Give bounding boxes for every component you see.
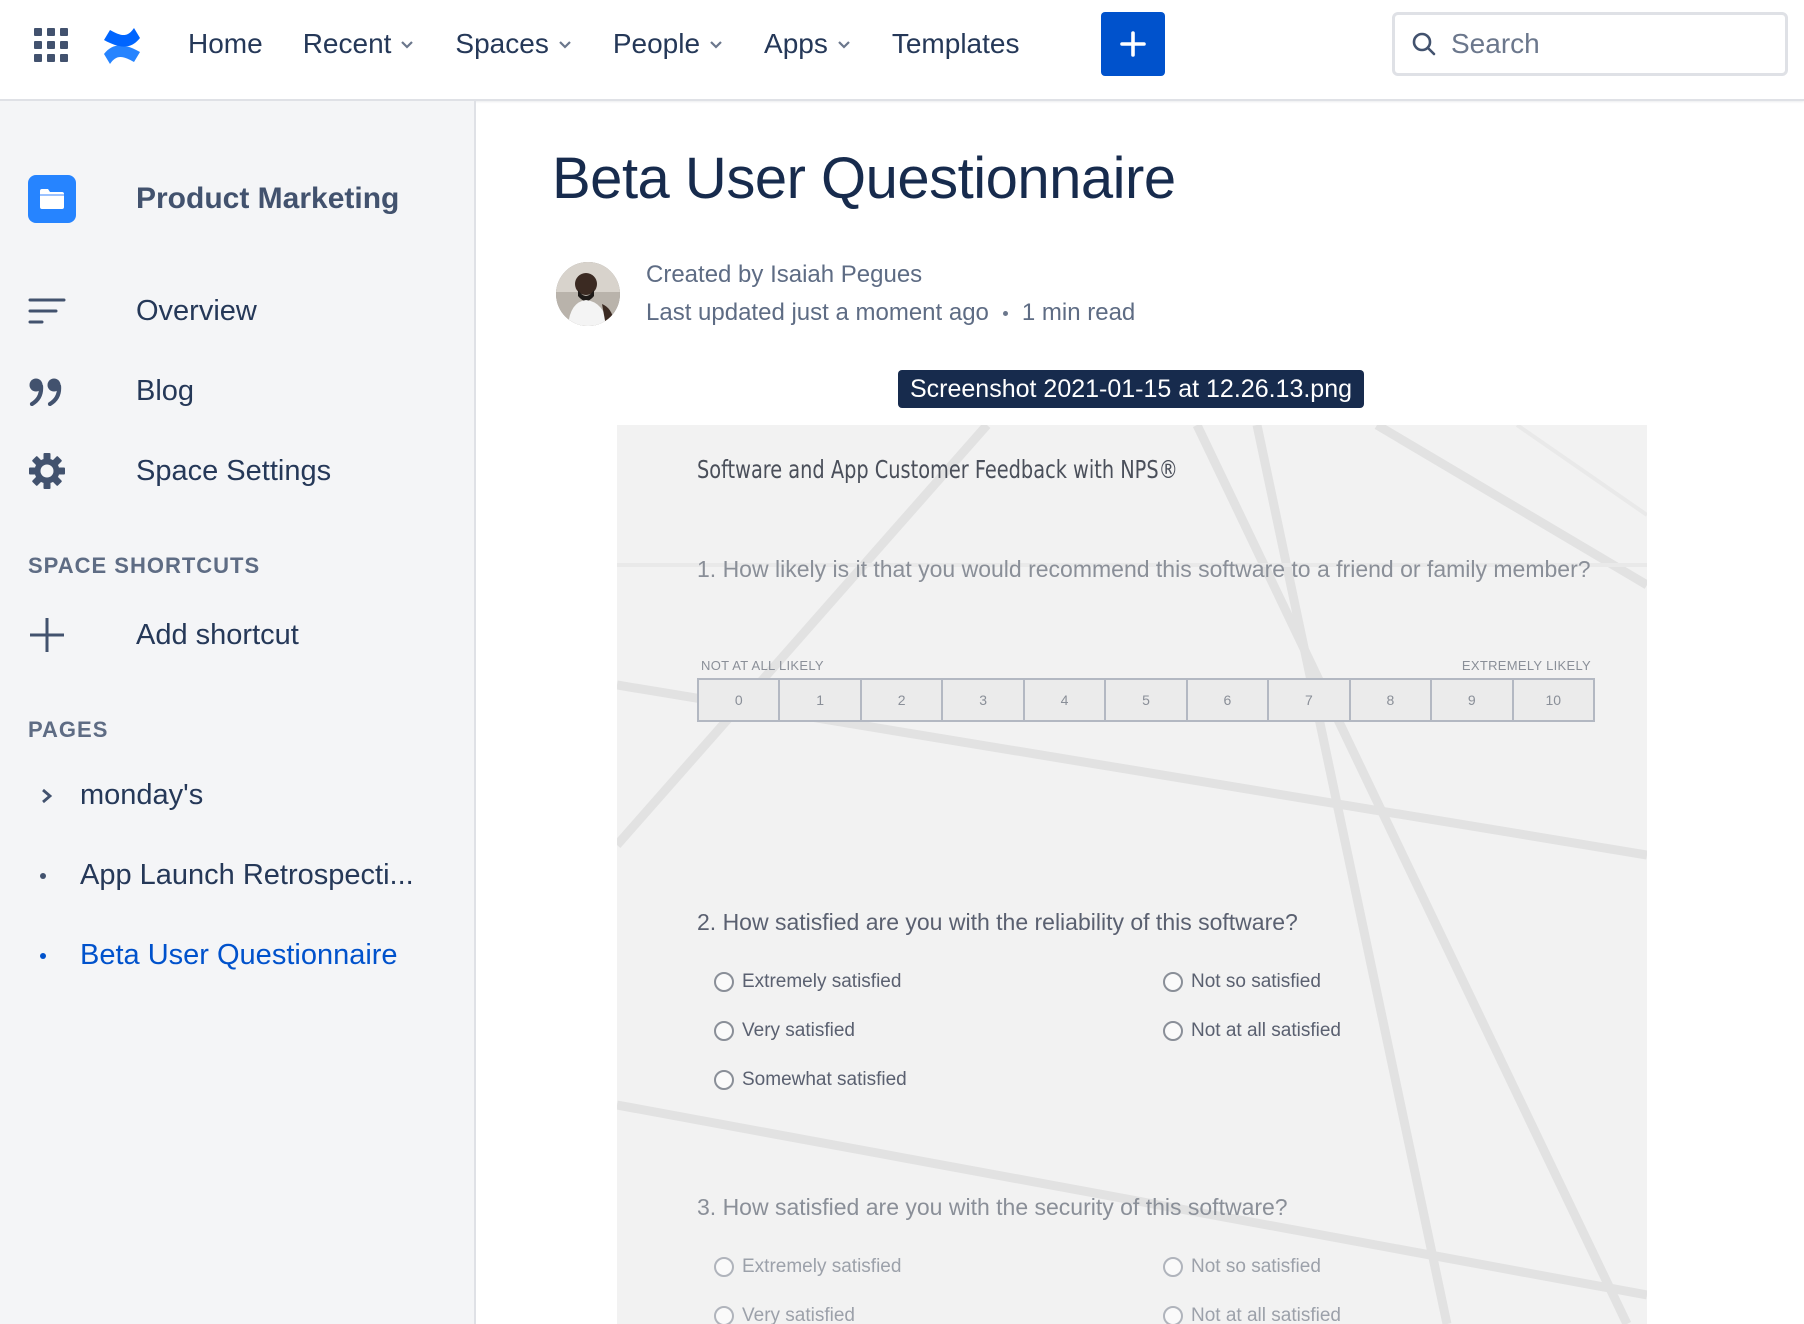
page-item-app-launch-retrospective[interactable] [28, 859, 414, 892]
q3-option[interactable]: Not so satisfied [1163, 1256, 1321, 1278]
add-shortcut-button[interactable] [28, 615, 299, 655]
nps-option[interactable]: 0 [699, 680, 780, 720]
q3-option[interactable]: Extremely satisfied [714, 1256, 901, 1278]
created-by: Created by Isaiah Pegues [646, 261, 923, 288]
create-button[interactable] [1101, 12, 1165, 76]
question-3: 3. How satisfied are you with the security of this software? [697, 1194, 1288, 1220]
search-input[interactable] [1451, 28, 1751, 60]
nav-people[interactable] [613, 28, 724, 60]
nps-option[interactable]: 6 [1188, 680, 1269, 720]
question-2: 2. How satisfied are you with the reliability of this software? [697, 909, 1298, 935]
nps-option[interactable]: 9 [1432, 680, 1513, 720]
scale-high-label: EXTREMELY LIKELY [1461, 658, 1591, 673]
sidebar-item-label: Space Settings [136, 454, 332, 487]
sidebar-item-overview[interactable] [28, 291, 257, 331]
top-navigation [0, 0, 1804, 101]
nps-scale [697, 678, 1595, 722]
nps-option[interactable]: 5 [1106, 680, 1187, 720]
chevron-down-icon [399, 36, 415, 52]
embedded-screenshot[interactable] [617, 425, 1647, 1324]
space-name: Product Marketing [136, 182, 400, 215]
q2-option[interactable]: Extremely satisfied [714, 971, 901, 993]
nav-spaces-label: Spaces [455, 28, 549, 59]
chevron-down-icon [708, 36, 724, 52]
nav-apps-label: Apps [764, 28, 828, 59]
confluence-logo-icon[interactable] [100, 24, 144, 68]
radio-button[interactable] [714, 1306, 734, 1324]
gear-icon [28, 452, 66, 490]
plus-icon [28, 616, 66, 654]
q3-option[interactable]: Not at all satisfied [1163, 1305, 1341, 1324]
nav-recent-label: Recent [302, 28, 392, 59]
read-time: 1 min read [1021, 299, 1136, 326]
q2-option[interactable]: Not so satisfied [1163, 971, 1321, 993]
page-content [478, 101, 1804, 1324]
q3-option[interactable]: Very satisfied [714, 1305, 855, 1324]
sidebar-item-label: Overview [136, 294, 257, 327]
author-avatar[interactable] [556, 262, 620, 326]
space-shortcuts-heading: SPACE SHORTCUTS [28, 553, 261, 578]
sidebar-item-label: Blog [136, 374, 195, 407]
nav-home-label: Home [188, 28, 263, 59]
author-photo [556, 262, 620, 326]
scale-low-label: NOT AT ALL LIKELY [701, 658, 824, 673]
nps-option[interactable]: 4 [1025, 680, 1106, 720]
page-item-label: monday's [80, 779, 204, 811]
nav-home[interactable] [188, 28, 263, 60]
chevron-down-icon [836, 36, 852, 52]
search-box[interactable] [1392, 12, 1788, 76]
nav-templates[interactable] [892, 28, 1020, 60]
question-1: 1. How likely is it that you would recommend this software to a friend or family member? [697, 556, 1591, 582]
plus-icon [1119, 30, 1147, 58]
folder-icon [39, 188, 65, 210]
nps-option[interactable]: 3 [943, 680, 1024, 720]
page-title: Beta User Questionnaire [552, 146, 1176, 211]
search-icon [1411, 31, 1437, 57]
radio-button[interactable] [1163, 1021, 1183, 1041]
q2-option[interactable]: Not at all satisfied [1163, 1020, 1341, 1042]
radio-button[interactable] [714, 1257, 734, 1277]
nav-templates-label: Templates [891, 28, 1020, 59]
space-header[interactable] [28, 175, 399, 223]
separator-dot [1003, 311, 1008, 316]
sidebar [0, 101, 476, 1324]
space-avatar [28, 175, 76, 223]
radio-button[interactable] [714, 1070, 734, 1090]
chevron-right-icon[interactable] [40, 786, 54, 806]
radio-button[interactable] [1163, 1257, 1183, 1277]
q2-option[interactable]: Very satisfied [714, 1020, 855, 1042]
attachment-filename-tooltip: Screenshot 2021-01-15 at 12.26.13.png [898, 370, 1364, 408]
survey-title: Software and App Customer Feedback with NPS® [697, 455, 1178, 484]
q2-option[interactable]: Somewhat satisfied [714, 1069, 907, 1091]
pages-heading: PAGES [28, 717, 109, 742]
nav-spaces[interactable] [455, 28, 572, 60]
page-item-mondays[interactable] [28, 779, 203, 812]
radio-button[interactable] [714, 972, 734, 992]
add-shortcut-label: Add shortcut [136, 618, 299, 651]
radio-button[interactable] [1163, 1306, 1183, 1324]
page-item-label: Beta User Questionnaire [80, 939, 398, 971]
nav-apps[interactable] [764, 28, 852, 60]
nav-recent[interactable] [303, 28, 416, 60]
page-item-beta-user-questionnaire[interactable] [28, 939, 398, 972]
sidebar-item-space-settings[interactable] [28, 451, 331, 491]
nps-option[interactable]: 1 [780, 680, 861, 720]
chevron-down-icon [557, 36, 573, 52]
sidebar-item-blog[interactable] [28, 371, 194, 411]
app-switcher-icon[interactable] [34, 28, 68, 62]
quote-icon [28, 376, 64, 406]
page-byline [556, 261, 1135, 327]
nps-option[interactable]: 7 [1269, 680, 1350, 720]
nav-people-label: People [612, 28, 701, 59]
page-item-label: App Launch Retrospecti... [80, 859, 414, 891]
nps-option[interactable]: 10 [1545, 692, 1562, 708]
radio-button[interactable] [714, 1021, 734, 1041]
overview-lines-icon [28, 297, 66, 325]
radio-button[interactable] [1163, 972, 1183, 992]
last-updated: Last updated just a moment ago [646, 299, 989, 326]
nav-items [188, 0, 1059, 88]
nps-option[interactable]: 8 [1351, 680, 1432, 720]
bullet-dot [40, 873, 46, 879]
nps-option[interactable]: 2 [862, 680, 943, 720]
bullet-dot [40, 953, 46, 959]
